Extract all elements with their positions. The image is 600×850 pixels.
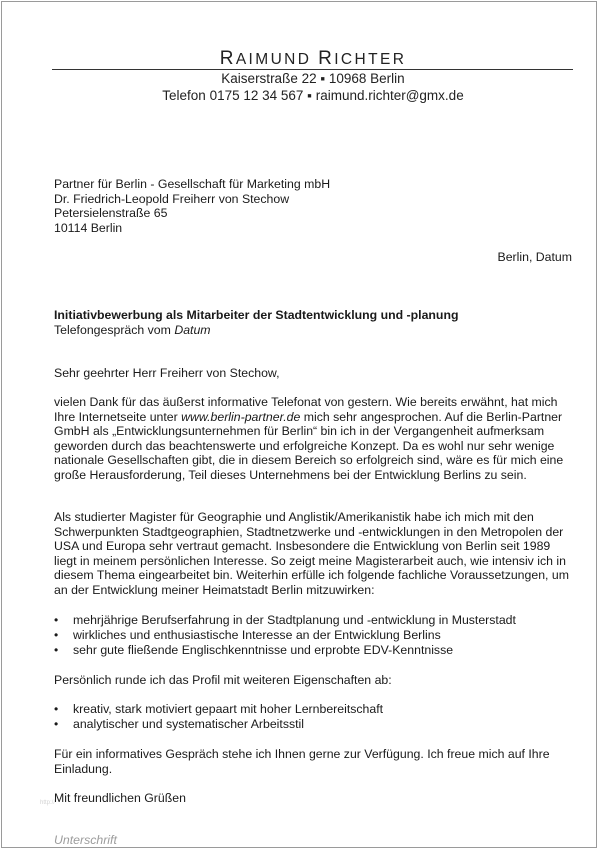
- subject-sub-date: Datum: [174, 322, 211, 337]
- list-item: • sehr gute fließende Englischkenntnisse und erprobte EDV-Kenntnisse: [54, 643, 574, 658]
- subject-title: Initiativbewerbung als Mitarbeiter der Stadtentwicklung und -planung: [54, 308, 459, 322]
- qualification-list: [54, 613, 574, 657]
- sender-name: RAIMUND RICHTER: [219, 48, 407, 69]
- recipient-address: [54, 177, 330, 235]
- paragraph-4: Für ein informatives Gespräch stehe ich Ihnen gerne zur Verfügung. Ich freue mich auf Ihre Einladung.: [54, 747, 550, 776]
- closing: Mit freundlichen Grüßen: [54, 791, 186, 805]
- list-item: • analytischer und systematischer Arbeitsstil: [54, 717, 574, 732]
- list-item: • wirkliches und enthusiastische Interesse an der Entwicklung Berlins: [54, 628, 574, 643]
- recipient-person: Dr. Friedrich-Leopold Freiherr von Stechow: [54, 191, 290, 206]
- website-link[interactable]: www.berlin-partner.de: [181, 409, 301, 424]
- list-item: • kreativ, stark motiviert gepaart mit hoher Lernbereitschaft: [54, 702, 574, 717]
- sender-contact: Telefon 0175 12 34 567 ▪ raimund.richter@gmx.de: [162, 88, 464, 103]
- subject-sub-prefix: Telefongespräch vom: [54, 322, 175, 337]
- paragraph-3: Persönlich runde ich das Profil mit weiteren Eigenschaften ab:: [54, 673, 392, 687]
- letter-date: Berlin, Datum: [497, 250, 572, 264]
- traits-list: [54, 702, 574, 732]
- recipient-street: Petersielenstraße 65: [54, 206, 168, 221]
- subject-block: [54, 308, 458, 337]
- recipient-company: Partner für Berlin - Gesellschaft für Marketing mbH: [54, 177, 331, 191]
- paragraph-1: vielen Dank für das äußerst informative Telefonat von gestern. Wie bereits erwähnt, hat mich Ihre Internetseite unter www.berlin-partner.de mich sehr angesprochen. Auf die Berlin-Partner GmbH als „Entwicklungsunternehmen für Berlin“ bin ich in der Vergangenheit aufmerksam geworden durch das beachtenswerte und erfolgreiche Konzept. Da es wohl nur sehr wenige nationale Gesellschaften gibt, die in diesem Bereich so erfolgreich sind, wäre es für mich eine große Herausforderung, Teil dieses Unternehmens bei der Entwicklung Berlins zu sein.: [54, 395, 564, 482]
- header-rule: [52, 69, 573, 70]
- recipient-city: 10114 Berlin: [54, 220, 123, 235]
- paragraph-2: Als studierter Magister für Geographie und Anglistik/Amerikanistik habe ich mich mit den Schwerpunkten Stadtgeographien, Stadtnetzwerke und -entwicklungen in den Metropolen der USA und Europa sehr vertraut gemacht. Insbesondere die Entwicklung von Berlin seit 1989 liegt in meinem persönlichen Interesse. So zeigt meine Magisterarbeit auch, wie intensiv ich in diesem Thema eingearbeitet bin. Weiterhin erfülle ich folgende fachliche Voraussetzungen, um an der Entwicklung meiner Heimatstadt Berlin mitzuwirken:: [54, 510, 569, 597]
- salutation: Sehr geehrter Herr Freiherr von Stechow,: [54, 366, 280, 380]
- signature: Unterschrift: [54, 833, 117, 847]
- list-item: • mehrjährige Berufserfahrung in der Stadtplanung und -entwicklung in Musterstadt: [54, 613, 574, 628]
- sender-address: Kaiserstraße 22 ▪ 10968 Berlin: [221, 71, 405, 86]
- watermark: http://: [40, 800, 56, 806]
